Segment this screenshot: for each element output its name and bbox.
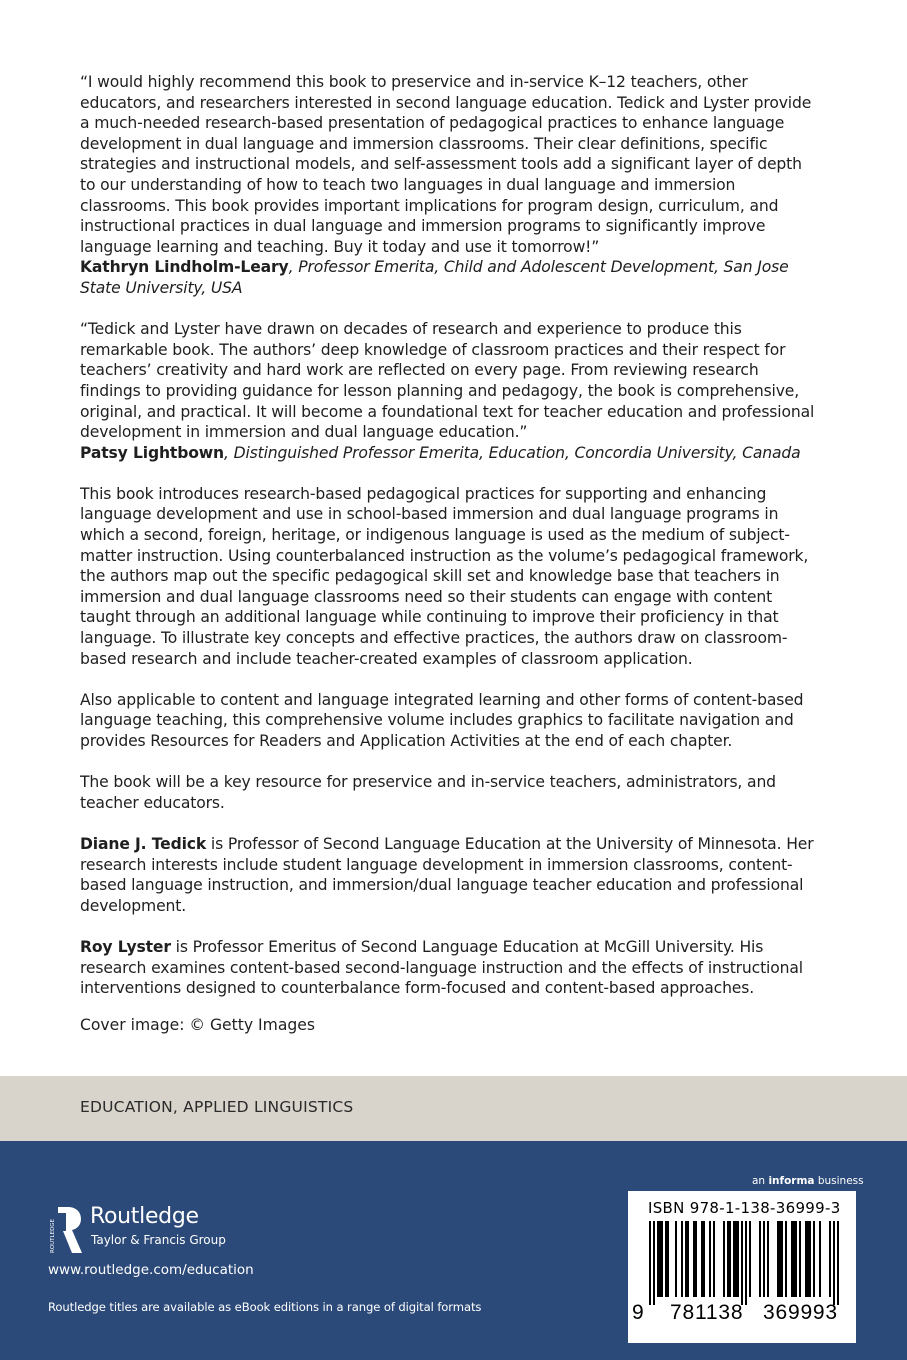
barcode-bar: [837, 1221, 839, 1305]
routledge-r-icon: [48, 1205, 84, 1255]
barcode-bar: [807, 1221, 809, 1297]
barcode-bar: [695, 1221, 697, 1297]
barcode-bar: [675, 1221, 677, 1297]
barcode-bar: [749, 1221, 751, 1297]
barcode-bar: [687, 1221, 689, 1297]
barcode-bar: [723, 1221, 725, 1297]
back-cover-text: [80, 72, 820, 999]
barcode-bar: [693, 1221, 695, 1297]
barcode-bar: [829, 1221, 831, 1297]
barcode-bar: [733, 1221, 735, 1297]
publisher-footer: [0, 1141, 907, 1360]
barcode-bar: [709, 1221, 711, 1297]
barcode-bar: [667, 1221, 669, 1297]
publisher-website[interactable]: www.routledge.com/education: [48, 1262, 254, 1278]
reviewer-name: Kathryn Lindholm-Leary: [80, 258, 289, 277]
barcode-digits-left: 781138: [670, 1301, 744, 1324]
barcode-bar: [665, 1221, 667, 1297]
barcode-bar: [763, 1221, 765, 1297]
barcode-bar: [659, 1221, 661, 1297]
publisher-group: Taylor & Francis Group: [91, 1233, 226, 1247]
description-paragraph: This book introduces research-based pedagogical practices for supporting and enhancing language development and use in school-based immersion and dual language programs in which a second, foreign, heritage, or indigenous language is used as the medium of subject-matter instruction. Using counterbalanced instruction as the volume’s pedagogical framework, the authors map out the specific pedagogical skill set and knowledge base that teachers in immersion and dual language classrooms need so their students can engage with content taught through an additional language while continuing to improve their proficiency in that language. To illustrate key concepts and effective practices, the authors draw on classroom-based research and include teacher-created examples of classroom application.: [80, 484, 809, 668]
barcode-bar: [759, 1221, 761, 1297]
barcode-bar: [745, 1221, 747, 1305]
barcode-bar: [727, 1221, 729, 1297]
barcode-bar: [741, 1221, 743, 1305]
review-quote: “Tedick and Lyster have drawn on decades of research and experience to produce this remarkable book. The authors’ deep knowledge of classroom practices and their respect for teachers’ creativity and hard work are reflected on every page. From reviewing research findings to providing guidance for lesson planning and pedagogy, the book is comprehensive, original, and practical. It will become a foundational text for teacher education and professional development in immersion and dual language education.”: [80, 320, 815, 442]
review-quote: “I would highly recommend this book to preservice and in-service K–12 teachers, other educators, and researchers interested in second language education. Tedick and Lyster provide a much-needed research-based presentation of pedagogical practices to enhance language development in dual language and immersion classrooms. Their clear definitions, specific strategies and instructional models, and self-assessment tools add a significant layer of depth to our understanding of how to teach two languages in dual language and immersion classrooms. This book provides important implications for program design, curriculum, and instructional practices in dual language and immersion programs to significantly improve language learning and teaching. Buy it today and use it tomorrow!”: [80, 73, 812, 256]
barcode-bar: [819, 1221, 821, 1297]
barcode-bar: [685, 1221, 687, 1297]
publisher-name: Routledge: [90, 1204, 199, 1229]
barcode-bar: [779, 1221, 781, 1297]
reviewer-affiliation: , Professor Emerita, Child and Adolescent Development, San Jose State University, USA: [80, 258, 789, 297]
description-paragraph: Also applicable to content and language integrated learning and other forms of content-based language teaching, this comprehensive volume includes graphics to facilitate navigation and provides Resources for Readers and Application Activities at the end of each chapter.: [80, 690, 804, 750]
cover-credit: Cover image: © Getty Images: [80, 1016, 316, 1034]
author-bio: [80, 937, 820, 999]
isbn-barcode: [628, 1191, 856, 1343]
barcode-bar: [791, 1221, 793, 1297]
barcode-bar: [785, 1221, 787, 1297]
barcode-bars: [641, 1221, 846, 1305]
author-bio-text: is Professor Emeritus of Second Language Education at McGill University. His research examines content-based second-language instruction and the effects of instructional interventions designed to counterbalance form-focused and content-based approaches.: [80, 937, 803, 998]
subject-band: [0, 1076, 907, 1141]
review-attribution: [80, 257, 820, 298]
barcode-bar: [781, 1221, 783, 1297]
barcode-bar: [729, 1221, 731, 1297]
barcode-bar: [767, 1221, 769, 1297]
barcode-bar: [661, 1221, 663, 1297]
isbn-label: ISBN 978-1-138-36999-3: [648, 1199, 841, 1217]
subject-categories: EDUCATION, APPLIED LINGUISTICS: [80, 1098, 354, 1116]
barcode-bar: [653, 1221, 655, 1305]
barcode-bar: [777, 1221, 779, 1297]
barcode-bar: [795, 1221, 797, 1297]
barcode-bar: [701, 1221, 703, 1297]
barcode-bar: [713, 1221, 715, 1297]
author-bio-text: is Professor of Second Language Education at the University of Minnesota. Her research interests include student language development in immersion classrooms, content-based language instruction, and immersion/dual language teacher education and professional development.: [80, 834, 814, 915]
barcode-digits-right: 369993: [763, 1301, 838, 1324]
barcode-bar: [833, 1221, 835, 1305]
barcode-bar: [809, 1221, 811, 1297]
barcode-bar: [805, 1221, 807, 1297]
reviewer-name: Patsy Lightbown: [80, 443, 224, 462]
barcode-bar: [813, 1221, 815, 1297]
barcode-bar: [737, 1221, 739, 1297]
barcode-bar: [681, 1221, 683, 1297]
reviewer-affiliation: , Distinguished Professor Emerita, Education, Concordia University, Canada: [224, 443, 801, 462]
author-name: Roy Lyster: [80, 937, 171, 956]
barcode-bar: [793, 1221, 795, 1297]
barcode-bar: [657, 1221, 659, 1297]
ebook-note: Routledge titles are available as eBook editions in a range of digital formats: [48, 1300, 482, 1314]
author-name: Diane J. Tedick: [80, 834, 207, 853]
barcode-bar: [703, 1221, 705, 1297]
barcode-bar: [649, 1221, 651, 1305]
barcode-bar: [735, 1221, 737, 1297]
barcode-digit-first: 9: [632, 1301, 645, 1324]
barcode-bar: [799, 1221, 801, 1297]
description-paragraph: The book will be a key resource for preservice and in-service teachers, administrators, and teacher educators.: [80, 773, 776, 812]
author-bio: [80, 834, 820, 916]
spine-text: ROUTLEDGE: [50, 1218, 56, 1253]
informa-tagline: an informa business: [752, 1175, 864, 1187]
informa-brand: informa: [768, 1175, 815, 1187]
review-attribution: [80, 443, 820, 464]
